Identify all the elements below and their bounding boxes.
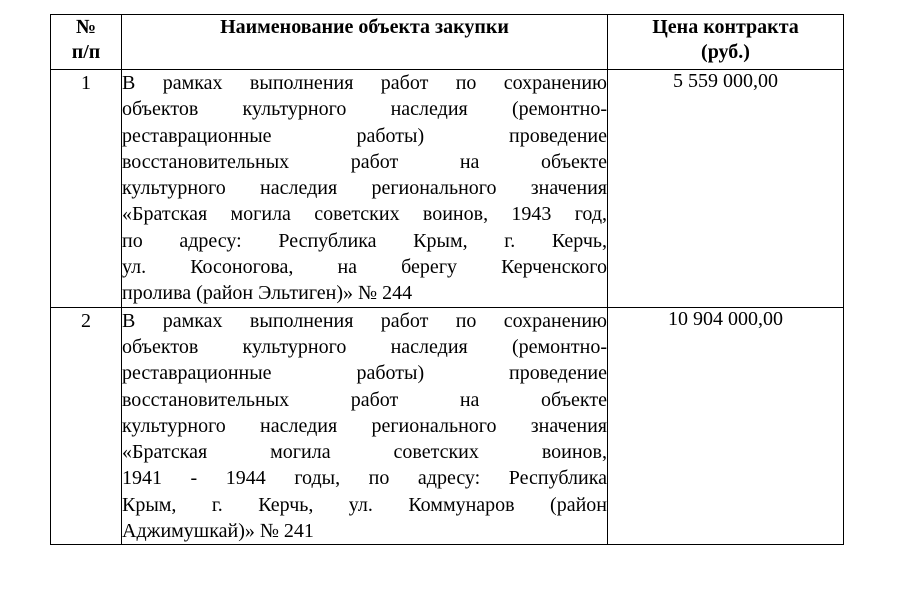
object-name-line: Крым, г. Керчь, ул. Коммунаров (район: [122, 493, 607, 516]
row-number: 2: [51, 307, 122, 545]
contract-price: 5 559 000,00: [608, 70, 844, 308]
header-price-line2: (руб.): [701, 41, 750, 63]
object-name: [122, 307, 608, 545]
object-name-line: «Братская могила советских воинов,: [122, 441, 607, 464]
header-number-line2: п/п: [71, 41, 101, 63]
object-name: [122, 70, 608, 308]
object-name-line: восстановительных работ на объекте: [122, 388, 607, 411]
object-name-line: восстановительных работ на объекте: [122, 150, 607, 173]
object-name-line: В рамках выполнения работ по сохранению: [122, 309, 607, 332]
procurement-table: [50, 14, 844, 545]
object-name-line: объектов культурного наследия (ремонтно-: [122, 335, 607, 358]
contract-price: 10 904 000,00: [608, 307, 844, 545]
header-number: [51, 15, 122, 70]
row-number: 1: [51, 70, 122, 308]
object-name-line: реставрационные работы) проведение: [122, 362, 607, 385]
object-name-line: культурного наследия регионального значения: [122, 414, 607, 437]
object-name-line: В рамках выполнения работ по сохранению: [122, 72, 607, 94]
object-name-line: «Братская могила советских воинов, 1943 год,: [122, 203, 607, 226]
header-object-name: Наименование объекта закупки: [122, 15, 608, 70]
object-name-line: Аджимушкай)» № 241: [122, 520, 314, 543]
object-name-line: 1941 - 1944 годы, по адресу: Республика: [122, 467, 607, 490]
object-name-line: по адресу: Республика Крым, г. Керчь,: [122, 229, 607, 252]
table-row: [51, 70, 844, 308]
table-row: [51, 307, 844, 545]
header-contract-price: [608, 15, 844, 70]
header-price-line1: Цена контракта: [652, 16, 799, 38]
object-name-line: реставрационные работы) проведение: [122, 124, 607, 147]
header-row: [51, 15, 844, 70]
header-number-line1: №: [75, 16, 97, 38]
object-name-line: ул. Косоногова, на берегу Керченского: [122, 256, 607, 279]
object-name-line: пролива (район Эльтиген)» № 244: [122, 282, 413, 305]
object-name-line: культурного наследия регионального значения: [122, 177, 607, 200]
object-name-line: объектов культурного наследия (ремонтно-: [122, 98, 607, 121]
